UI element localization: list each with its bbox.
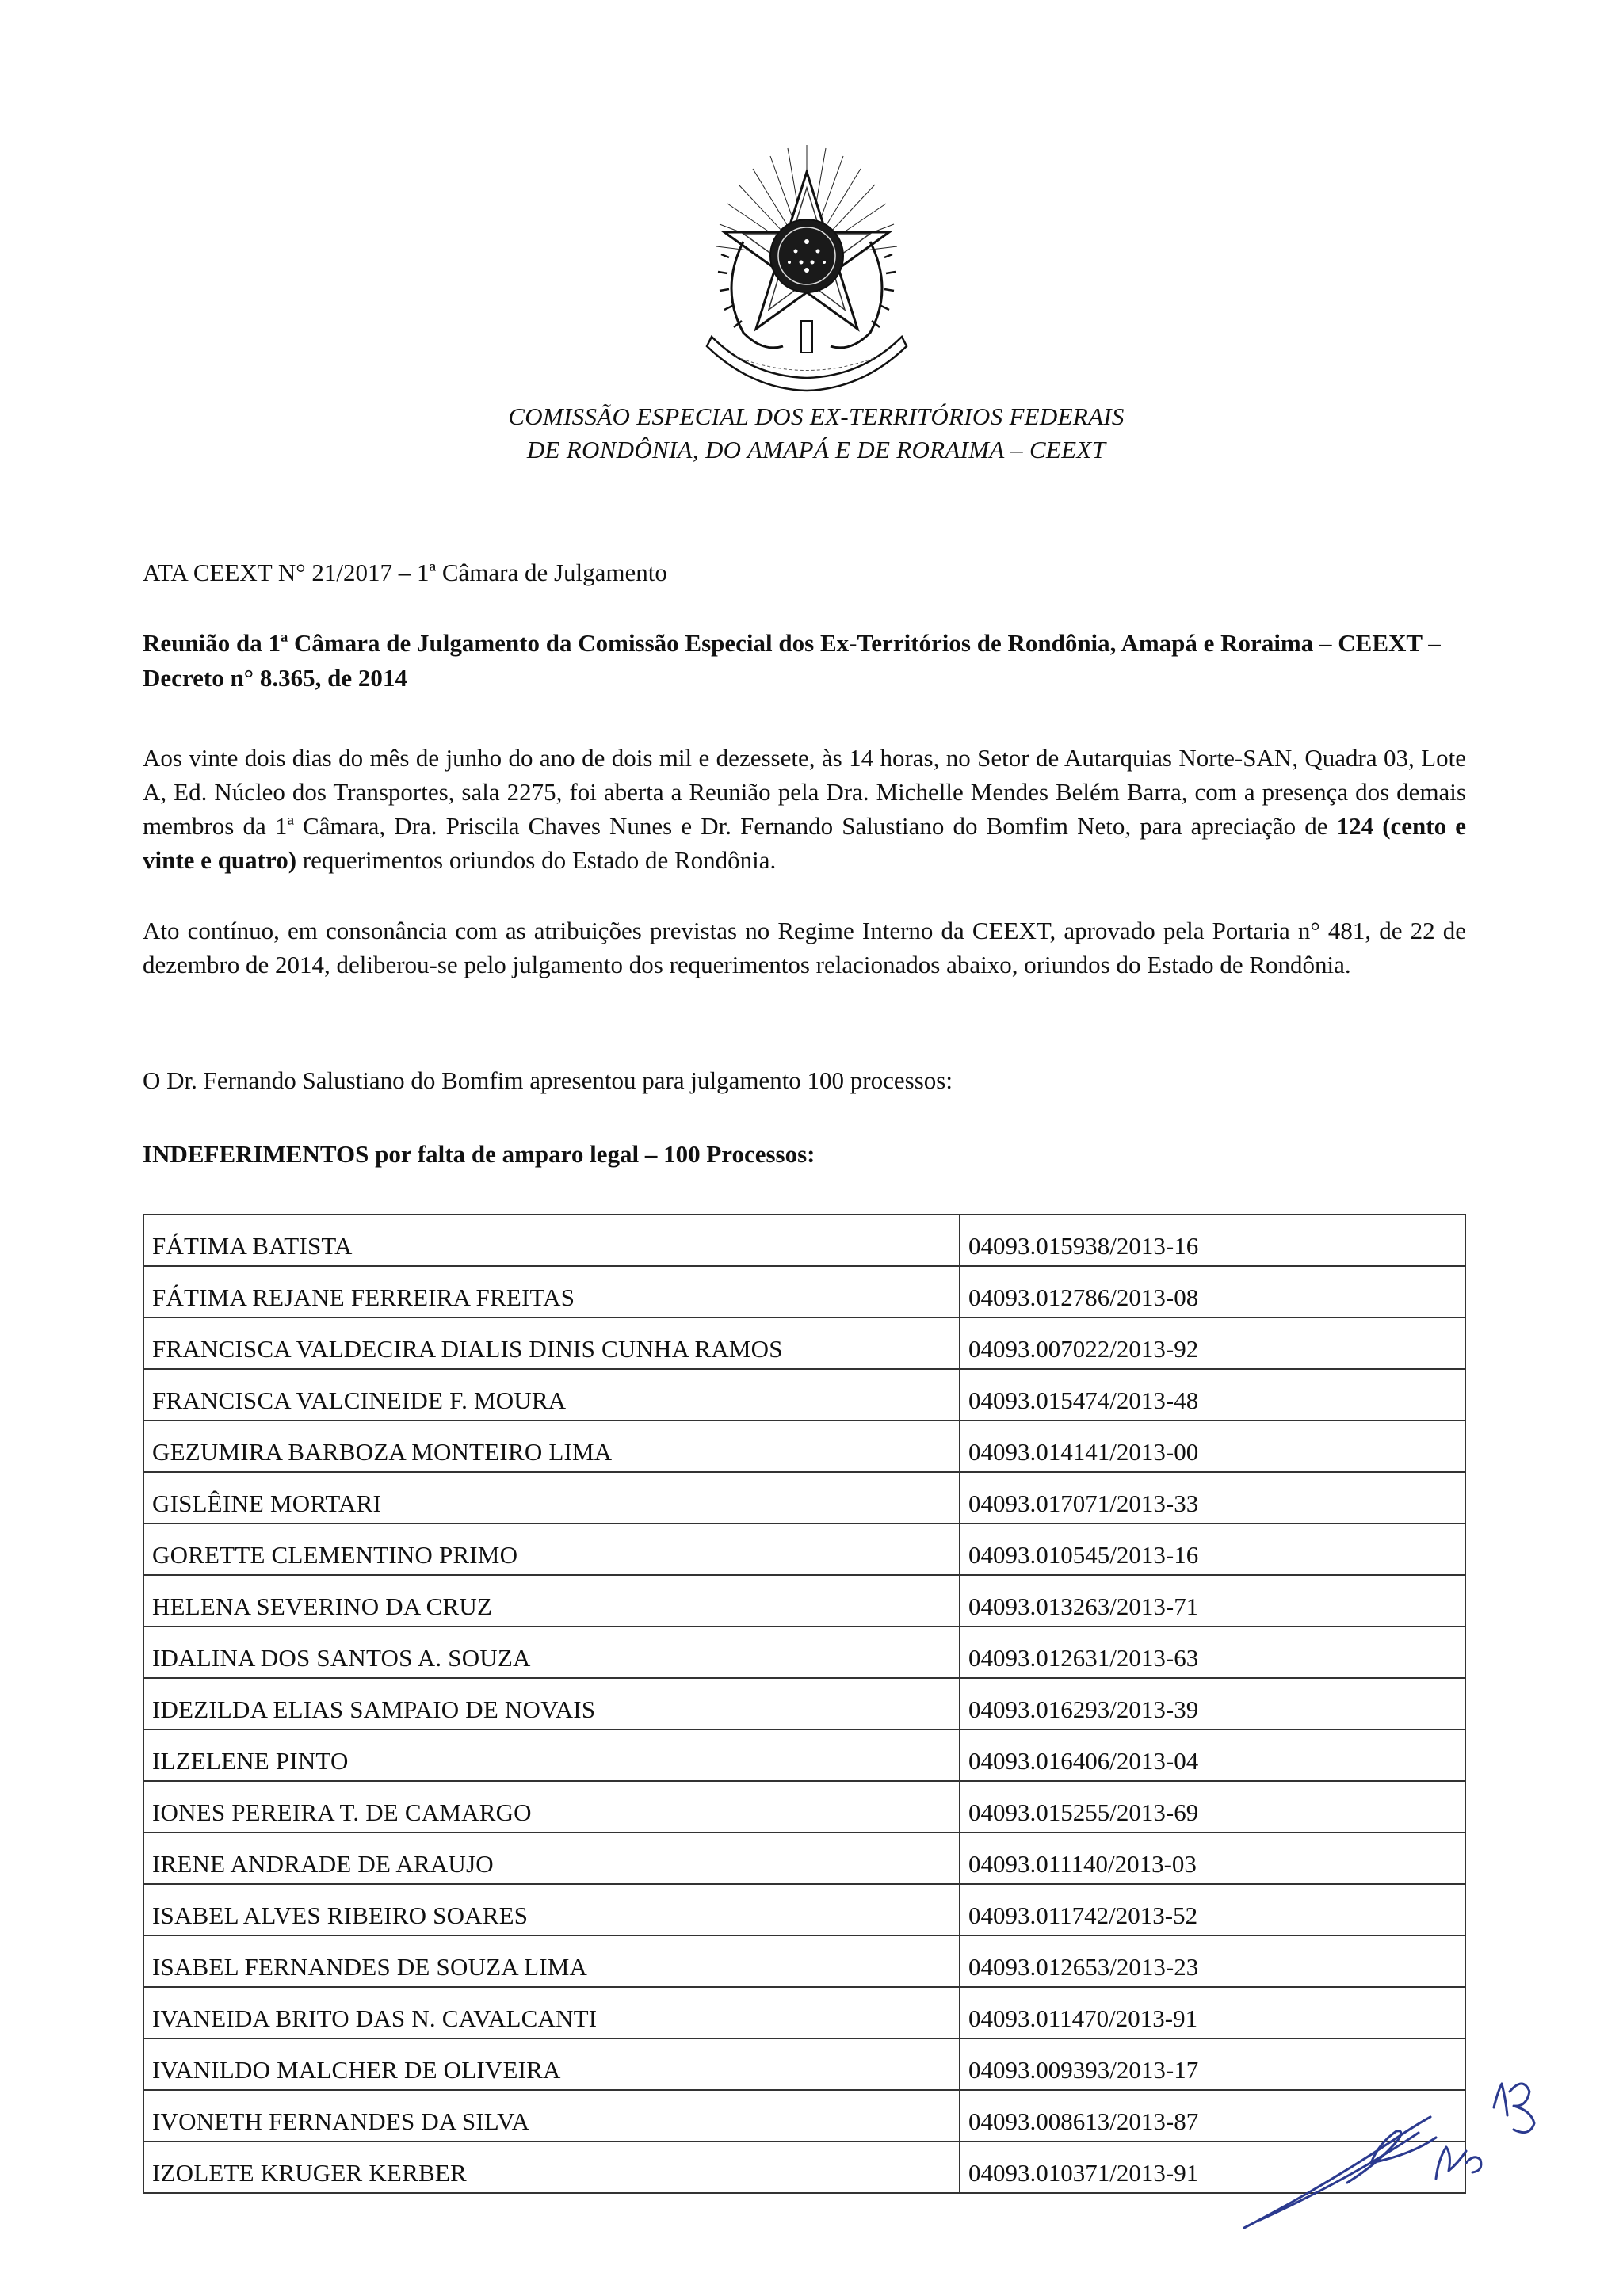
applicant-name-cell: FÁTIMA REJANE FERREIRA FREITAS [143,1266,960,1318]
process-number-cell: 04093.013263/2013-71 [960,1575,1465,1627]
process-number-cell: 04093.012631/2013-63 [960,1627,1465,1678]
applicant-name-cell: HELENA SEVERINO DA CRUZ [143,1575,960,1627]
table-row [143,1215,1465,1266]
table-row [143,1781,1465,1833]
table-row [143,1884,1465,1936]
table-row [143,1266,1465,1318]
applicant-name-cell: IDEZILDA ELIAS SAMPAIO DE NOVAIS [143,1678,960,1730]
table-row [143,1987,1465,2039]
process-number-cell: 04093.015474/2013-48 [960,1369,1465,1421]
meeting-heading: Reunião da 1ª Câmara de Julgamento da Comissão Especial dos Ex-Territórios de Rondônia, Amapá e Roraima – CEEXT – Decreto n° 8.365, de 2014 [143,629,1441,692]
table-row [143,1730,1465,1781]
brazil-coat-of-arms-icon [688,139,926,392]
process-number-cell: 04093.011470/2013-91 [960,1987,1465,2039]
applicant-name-cell: IZOLETE KRUGER KERBER [143,2142,960,2193]
process-number-cell: 04093.012786/2013-08 [960,1266,1465,1318]
process-number-cell: 04093.011742/2013-52 [960,1884,1465,1936]
presenter-paragraph: O Dr. Fernando Salustiano do Bomfim apresentou para julgamento 100 processos: [143,1066,953,1094]
table-row [143,1678,1465,1730]
ata-reference: ATA CEEXT N° 21/2017 – 1ª Câmara de Julgamento [143,559,667,586]
request-count: 124 (cento e vinte e quatro) [143,812,1466,874]
organization-title-line1: COMISSÃO ESPECIAL DOS EX-TERRITÓRIOS FEDERAIS [508,402,1125,430]
process-number-cell: 04093.007022/2013-92 [960,1318,1465,1369]
table-row [143,1318,1465,1369]
organization-title-line2: DE RONDÔNIA, DO AMAPÁ E DE RORAIMA – CEEXT [526,436,1106,463]
applicant-name-cell: ILZELENE PINTO [143,1730,960,1781]
process-number-cell: 04093.010371/2013-91 [960,2142,1465,2193]
process-number-cell: 04093.012653/2013-23 [960,1936,1465,1987]
process-number-cell: 04093.016406/2013-04 [960,1730,1465,1781]
applicant-name-cell: IONES PEREIRA T. DE CAMARGO [143,1781,960,1833]
process-number-cell: 04093.010545/2013-16 [960,1524,1465,1575]
table-row [143,1524,1465,1575]
table-row [143,1575,1465,1627]
applicant-name-cell: FRANCISCA VALDECIRA DIALIS DINIS CUNHA RAMOS [143,1318,960,1369]
process-number-cell: 04093.014141/2013-00 [960,1421,1465,1472]
section-heading: INDEFERIMENTOS por falta de amparo legal – 100 Processos: [143,1140,815,1168]
table-row [143,1936,1465,1987]
table-row [143,1472,1465,1524]
opening-paragraph-text: Aos vinte dois dias do mês de junho do ano de dois mil e dezessete, às 14 horas, no Setor de Autarquias Norte-SAN, Quadra 03, Lote A, Ed. Núcleo dos Transportes, sala 2275, foi aberta a Reunião pela Dra. Michelle Mendes Belém Barra, com a presença dos demais membros da 1ª Câmara, Dra. Priscila Chaves Nunes e Dr. Fernando Salustiano do Bomfim Neto, para apreciação de [143,744,1466,840]
table-row [143,1833,1465,1884]
applicant-name-cell: ISABEL FERNANDES DE SOUZA LIMA [143,1936,960,1987]
table-row [143,1369,1465,1421]
applicant-name-cell: GISLÊINE MORTARI [143,1472,960,1524]
opening-paragraph [143,741,1466,877]
process-number-cell: 04093.017071/2013-33 [960,1472,1465,1524]
process-number-cell: 04093.009393/2013-17 [960,2039,1465,2090]
applicant-name-cell: GORETTE CLEMENTINO PRIMO [143,1524,960,1575]
table-row [143,1627,1465,1678]
applicant-name-cell: FÁTIMA BATISTA [143,1215,960,1266]
handwritten-signature-icon [1228,2044,1561,2242]
applicant-name-cell: IVANEIDA BRITO DAS N. CAVALCANTI [143,1987,960,2039]
process-number-cell: 04093.016293/2013-39 [960,1678,1465,1730]
applicant-name-cell: IRENE ANDRADE DE ARAUJO [143,1833,960,1884]
applicant-name-cell: ISABEL ALVES RIBEIRO SOARES [143,1884,960,1936]
process-number-cell: 04093.011140/2013-03 [960,1833,1465,1884]
deliberation-paragraph: Ato contínuo, em consonância com as atribuições previstas no Regime Interno da CEEXT, aprovado pela Portaria n° 481, de 22 de dezembro de 2014, deliberou-se pelo julgamento dos requerimentos relacionados abaixo, oriundos do Estado de Rondônia. [143,917,1466,978]
applicant-name-cell: FRANCISCA VALCINEIDE F. MOURA [143,1369,960,1421]
applicant-name-cell: IVONETH FERNANDES DA SILVA [143,2090,960,2142]
applicant-name-cell: GEZUMIRA BARBOZA MONTEIRO LIMA [143,1421,960,1472]
applicant-name-cell: IDALINA DOS SANTOS A. SOUZA [143,1627,960,1678]
process-number-cell: 04093.008613/2013-87 [960,2090,1465,2142]
opening-paragraph-end: requerimentos oriundos do Estado de Rondônia. [296,846,777,874]
table-row [143,1421,1465,1472]
applicant-name-cell: IVANILDO MALCHER DE OLIVEIRA [143,2039,960,2090]
process-number-cell: 04093.015255/2013-69 [960,1781,1465,1833]
organization-title [238,400,1395,467]
process-number-cell: 04093.015938/2013-16 [960,1215,1465,1266]
